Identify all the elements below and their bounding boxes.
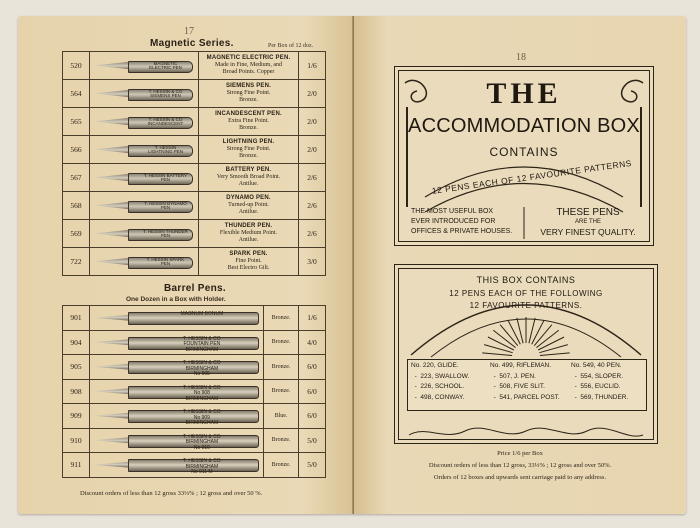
table-row (63, 428, 326, 453)
nib-stamp: T. HESSIN & CO BIRMINGHAM No 905 (183, 360, 221, 378)
ad-contains: CONTAINS (489, 145, 559, 159)
pen-price: 1/6 (299, 52, 326, 80)
pattern-list-col-2: No. 499, RIFLEMAN. - 507, J. PEN. - 508, FIVE SLIT. - 541, PARCEL POST. (490, 362, 560, 401)
nib-stamp: T. HESSIN & CO No 908 BIRMINGHAM (183, 384, 221, 402)
pen-detail: Antilue. (238, 181, 259, 187)
nib-stamp: T. HESSIN LIGHTNING PEN (147, 145, 183, 154)
table-row (63, 192, 326, 220)
pen-detail: Strong Fine Point. (226, 146, 271, 152)
nib-stamp: T. HESSIN & CO SIEMENS PEN (148, 89, 183, 98)
left-page (18, 16, 354, 514)
nib-stamp: T. HESSIN & CO BIRMINGHAM No 910 (183, 433, 221, 451)
ad-left-text: THE MOST USEFUL BOX EVER INTRODUCED FOR OFFICES & PRIVATE HOUSES. (411, 208, 513, 235)
pen-price: 2/0 (299, 108, 326, 136)
ad-title: ACCOMMODATION BOX (408, 115, 640, 137)
pen-number: 520 (63, 52, 90, 80)
pen-name: SPARK PEN. (229, 251, 268, 257)
ad-these-pens: THESE PENS (556, 207, 620, 218)
pen-detail: Antilue. (238, 209, 259, 215)
nib-stamp: T. HESSIN DYNAMO PEN (144, 201, 187, 210)
pen-detail: Antilue. (238, 237, 259, 243)
table-row (63, 164, 326, 192)
pen-name: LIGHTNING PEN. (222, 139, 275, 145)
ad-ribbon-text: 12 PENS EACH OF 12 FAVOURITE PATTERNS (431, 157, 633, 196)
table-row (63, 330, 326, 355)
pen-number: 904 (63, 330, 90, 355)
orders-line: Orders of 12 boxes and upwards sent carriage paid to any address. (433, 474, 607, 481)
pen-finish: Bronze. (264, 355, 299, 380)
pen-number: 910 (63, 428, 90, 453)
price-line: Price 1/6 per Box (497, 450, 543, 457)
pen-nib-illustration (90, 164, 199, 192)
pen-finish: Bronze. (264, 330, 299, 355)
pen-detail: Flexible Medium Point. (219, 230, 278, 236)
pen-finish: Bronze. (264, 379, 299, 404)
pen-finish: Bronze. (264, 428, 299, 453)
nib-stamp: T. HESSIN & CO No 909 BIRMINGHAM (183, 409, 221, 427)
accommodation-box-ad (394, 66, 654, 246)
discount-line: Discount orders of less than 12 gross, 33⅓% ; 12 gross and over 50%. (428, 462, 612, 469)
barrel-pens-subtitle: One Dozen in a Box with Holder. (126, 296, 226, 303)
pen-description (199, 248, 299, 276)
pen-number: 568 (63, 192, 90, 220)
pen-name: MAGNETIC ELECTRIC PEN. (206, 55, 291, 61)
pen-price: 2/0 (299, 80, 326, 108)
pen-price: 1/6 (299, 306, 326, 331)
pen-description (199, 52, 299, 80)
pen-price: 2/6 (299, 192, 326, 220)
pen-detail: Broad Points. Copper (222, 69, 275, 75)
pen-price: 6/0 (299, 379, 326, 404)
barrel-pens-table (62, 305, 326, 478)
pen-detail: Strong Fine Point. (226, 90, 271, 96)
per-box-note: Per Box of 12 doz. (268, 43, 314, 49)
pen-number: 564 (63, 80, 90, 108)
pen-name: THUNDER PEN. (224, 223, 273, 229)
pen-number: 722 (63, 248, 90, 276)
pen-detail: Fine Point. (235, 258, 262, 264)
pen-name: BATTERY PEN. (225, 167, 272, 173)
open-catalogue-spread (18, 16, 686, 514)
contents-heading-3: 12 FAVOURITE PATTERNS. (469, 301, 583, 310)
pen-finish: Bronze. (264, 453, 299, 478)
barrel-pen-illustration (90, 306, 264, 331)
pen-price: 5/0 (299, 453, 326, 478)
ad-the: THE (486, 77, 562, 110)
page-number: 17 (184, 26, 194, 37)
pen-detail: Best Electro Gilt. (227, 265, 270, 271)
pen-nib-illustration (90, 108, 199, 136)
pen-nib-illustration (90, 52, 199, 80)
pen-number: 569 (63, 220, 90, 248)
pen-description (199, 108, 299, 136)
pen-nib-illustration (90, 248, 199, 276)
table-row (63, 453, 326, 478)
pen-name: SIEMENS PEN. (225, 83, 272, 89)
magnetic-series-table (62, 51, 326, 276)
bottom-flourish (409, 428, 643, 436)
pen-name: INCANDESCENT PEN. (215, 111, 282, 117)
box-contents-panel (394, 264, 658, 444)
pen-price: 2/0 (299, 136, 326, 164)
table-row (63, 306, 326, 331)
nib-stamp: T. HESSIN & CO FOUNTAIN PEN BIRMINGHAM (183, 335, 221, 353)
pen-number: 565 (63, 108, 90, 136)
table-row (63, 220, 326, 248)
pen-description (199, 192, 299, 220)
table-row (63, 248, 326, 276)
pen-number: 567 (63, 164, 90, 192)
pen-detail: Bronze. (239, 153, 258, 159)
table-row (63, 136, 326, 164)
pen-description (199, 136, 299, 164)
pen-price: 5/0 (299, 428, 326, 453)
nib-stamp: T. HESSIN & CO INCANDESCENT (147, 117, 184, 126)
contents-heading-1: THIS BOX CONTAINS (476, 275, 576, 285)
pen-number: 911 (63, 453, 90, 478)
nib-stamp: MAGNUM BONUM (180, 311, 224, 318)
pen-detail: Extra Fine Point. (228, 118, 269, 124)
pen-detail: Very Smooth Broad Point. (216, 174, 281, 180)
nib-stamp: MAGNETIC ELECTRIC PEN (149, 61, 182, 70)
pen-description (199, 80, 299, 108)
pattern-list-col-3: No. 549, 40 PEN. - 554, SLOPER. - 556, EUCLID. - 569, THUNDER. (571, 362, 629, 401)
barrel-pen-illustration (90, 379, 264, 404)
barrel-pen-illustration (90, 404, 264, 429)
table-row (63, 80, 326, 108)
fan-ray (482, 353, 512, 356)
pen-nib-illustration (90, 220, 199, 248)
nib-stamp: T. HESSIN BATTERY PEN (143, 173, 188, 182)
fan-ray (540, 353, 570, 356)
pen-number: 909 (63, 404, 90, 429)
right-page (354, 16, 686, 514)
ad-finest-quality: VERY FINEST QUALITY. (540, 227, 636, 237)
contents-heading-2: 12 PENS EACH OF THE FOLLOWING (449, 289, 603, 298)
barrel-pen-illustration (90, 355, 264, 380)
pen-number: 566 (63, 136, 90, 164)
pen-nib-illustration (90, 80, 199, 108)
nib-stamp: T. HESSIN SPARK PEN (146, 257, 185, 266)
pen-detail: Made in Fine, Medium, and (215, 62, 282, 68)
barrel-pen-illustration (90, 428, 264, 453)
barrel-pen-illustration (90, 453, 264, 478)
barrel-pens-title: Barrel Pens. (164, 283, 226, 294)
pen-number: 901 (63, 306, 90, 331)
magnetic-series-title: Magnetic Series. (150, 38, 234, 49)
table-row (63, 404, 326, 429)
pen-number: 908 (63, 379, 90, 404)
nib-stamp: T. HESSIN THUNDER PEN (143, 229, 188, 238)
pen-detail: Turned-up Point. (228, 202, 269, 208)
nib-stamp: T. HESSIN & CO BIRMINGHAM No 911 M (183, 458, 221, 476)
pen-detail: Bronze. (239, 97, 258, 103)
pen-name: DYNAMO PEN. (226, 195, 271, 201)
discount-footnote: Discount orders of less than 12 gross 33⅓% ; 12 gross and over 50 %. (80, 490, 263, 497)
page-number: 18 (516, 52, 526, 63)
pen-price: 6/0 (299, 355, 326, 380)
barrel-pen-illustration (90, 330, 264, 355)
pen-price: 2/6 (299, 164, 326, 192)
pen-nib-illustration (90, 192, 199, 220)
pen-detail: Bronze. (239, 125, 258, 131)
pen-price: 2/6 (299, 220, 326, 248)
fan-ray (539, 345, 568, 353)
pen-price: 6/0 (299, 404, 326, 429)
pen-description (199, 164, 299, 192)
pen-finish: Bronze. (264, 306, 299, 331)
table-row (63, 379, 326, 404)
pen-price: 4/0 (299, 330, 326, 355)
table-row (63, 108, 326, 136)
pattern-list-col-1: No. 220, GLIDE. - 223, SWALLOW. - 226, SCHOOL. - 498, CONWAY. (411, 362, 470, 401)
pen-price: 3/0 (299, 248, 326, 276)
ad-are-the: ARE THE (575, 219, 601, 225)
pen-description (199, 220, 299, 248)
fan-ray (484, 345, 513, 353)
pen-finish: Blue. (264, 404, 299, 429)
pen-number: 905 (63, 355, 90, 380)
table-row (63, 355, 326, 380)
pen-nib-illustration (90, 136, 199, 164)
table-row (63, 52, 326, 80)
